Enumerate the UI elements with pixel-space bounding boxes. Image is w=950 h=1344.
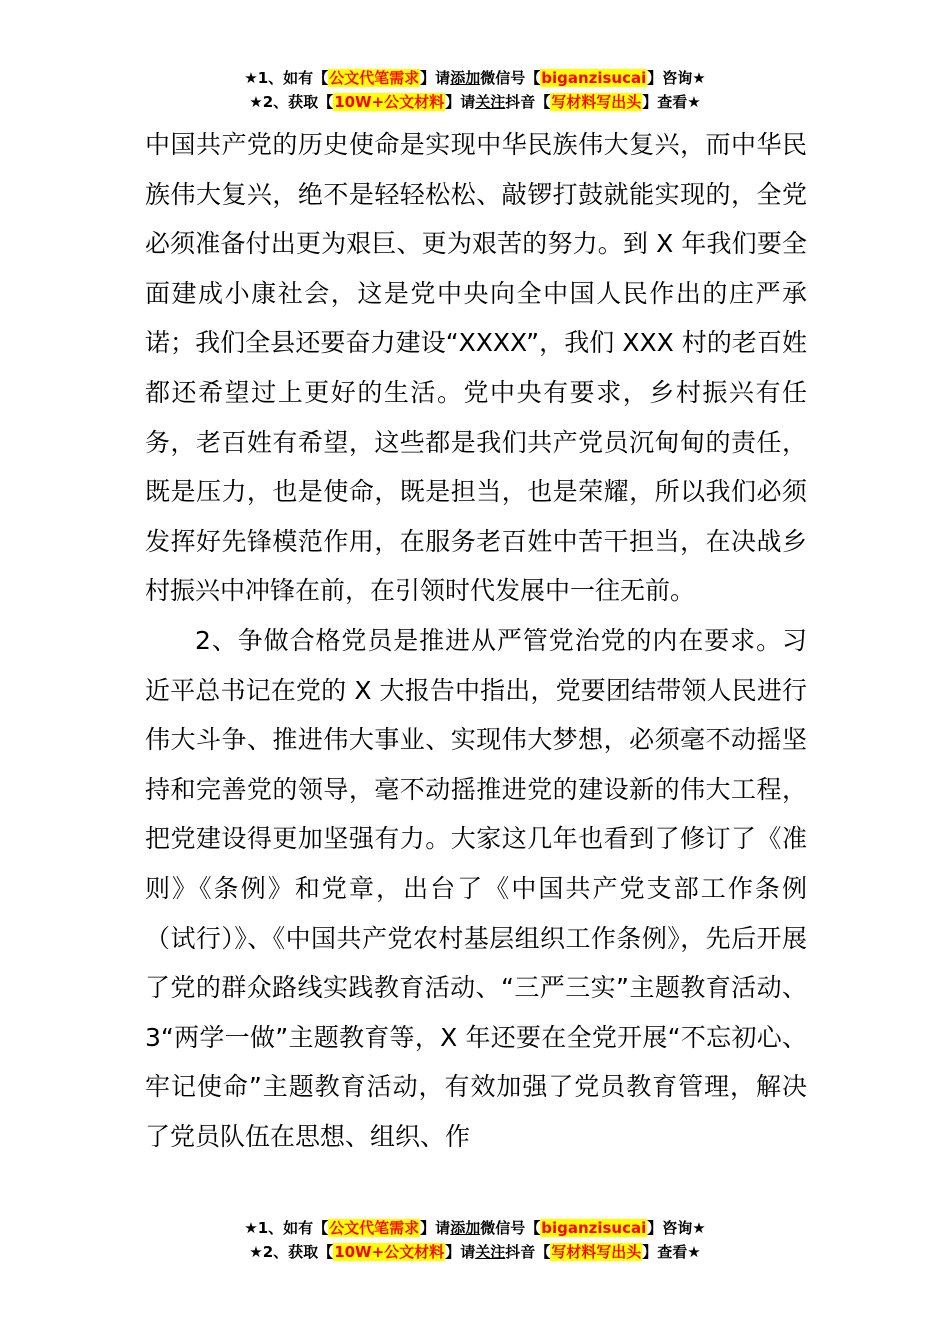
header-banner	[0, 66, 950, 114]
banner-text: 】查看★	[642, 1243, 701, 1261]
banner-text: 微信号【	[480, 1219, 541, 1237]
banner-line-2	[0, 1240, 950, 1264]
banner-text: 】请	[420, 1219, 451, 1237]
paragraph-1: 中国共产党的历史使命是实现中华民族伟大复兴，而中华民族伟大复兴，绝不是轻轻松松、敲锣打鼓就能实现的，全党必须准备付出更为艰巨、更为艰苦的努力。到 X 年我们要全面建成小康社会，这是党中央向全中国人民作出的庄严承诺；我们全县还要奋力建设“XXXX”，我们 XXX 村的老百姓都还希望过上更好的生活。党中央有要求，乡村振兴有任务，老百姓有希望，这些都是我们共产党员沉甸甸的责任，既是压力，也是使命，既是担当，也是荣耀，所以我们必须发挥好先锋模范作用，在服务老百姓中苦干担当，在决战乡村振兴中冲锋在前，在引领时代发展中一往无前。	[145, 130, 807, 606]
underlined-text: 关注	[475, 1243, 506, 1261]
footer-banner	[0, 1216, 950, 1264]
highlight-materials: 10W+公文材料	[334, 93, 445, 111]
document-body	[145, 120, 807, 1161]
paragraph-2: 2、争做合格党员是推进从严管党治党的内在要求。习近平总书记在党的 X 大报告中指出，党要团结带领人民进行伟大斗争、推进伟大事业、实现伟大梦想，必须毫不动摇坚持和完善党的领导，毫不动摇推进党的建设新的伟大工程，把党建设得更加坚强有力。大家这几年也看到了修订了《准则》《条例》和党章，出台了《中国共产党支部工作条例（试行）》、《中国共产党农村基层组织工作条例》，先后开展了党的群众路线实践教育活动、“三严三实”主题教育活动、3“两学一做”主题教育等，X 年还要在全党开展“不忘初心、牢记使命”主题教育活动，有效加强了党员教育管理，解决了党员队伍在思想、组织、作	[145, 625, 807, 1151]
banner-text: 】咨询★	[647, 1219, 706, 1237]
banner-text: ★2、获取【	[249, 93, 334, 111]
highlight-service: 公文代笔需求	[329, 1219, 420, 1237]
underlined-text: 关注	[475, 93, 506, 111]
banner-text: 】请	[445, 93, 476, 111]
highlight-wechat-id: biganzisucai	[541, 69, 647, 87]
underlined-text: 添加	[450, 69, 481, 87]
banner-text: 】咨询★	[647, 69, 706, 87]
banner-text: 抖音【	[505, 93, 551, 111]
banner-text: 】请	[420, 69, 451, 87]
banner-text: ★2、获取【	[249, 1243, 334, 1261]
banner-text: ★1、如有【	[244, 69, 329, 87]
highlight-douyin-account: 写材料写出头	[551, 1243, 642, 1261]
banner-line-2	[0, 90, 950, 114]
banner-text: ★1、如有【	[244, 1219, 329, 1237]
underlined-text: 添加	[450, 1219, 481, 1237]
highlight-douyin-account: 写材料写出头	[551, 93, 642, 111]
highlight-service: 公文代笔需求	[329, 69, 420, 87]
banner-line-1	[0, 66, 950, 90]
highlight-wechat-id: biganzisucai	[541, 1219, 647, 1237]
banner-text: 】查看★	[642, 93, 701, 111]
highlight-materials: 10W+公文材料	[334, 1243, 445, 1261]
banner-text: 微信号【	[480, 69, 541, 87]
banner-line-1	[0, 1216, 950, 1240]
banner-text: 抖音【	[505, 1243, 551, 1261]
banner-text: 】请	[445, 1243, 476, 1261]
